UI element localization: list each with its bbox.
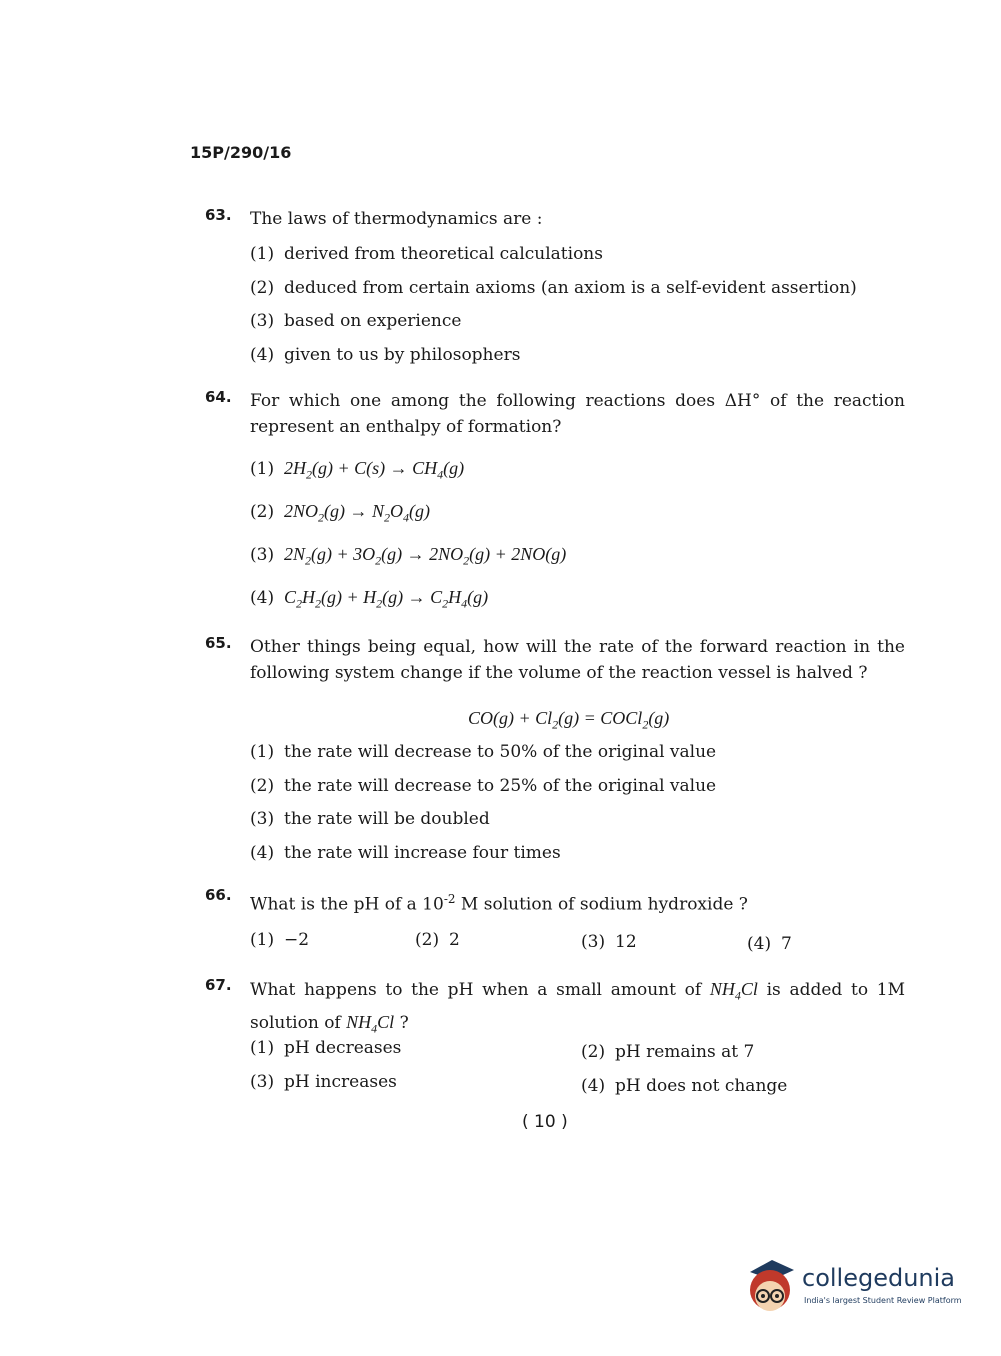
option: (2) pH remains at 7 [581, 1042, 755, 1062]
option: (4) the rate will increase four times [250, 843, 561, 863]
option: (1) $2H_2(g) + C(s) \to CH_4(g)$ [250, 458, 465, 482]
option: (3) $2N_2(g) + 3O_2(g) \to 2NO_2(g) + 2NO(g)$ [250, 544, 567, 568]
option: (1) pH decreases [250, 1038, 402, 1058]
brand-name: collegedunia [802, 1264, 956, 1292]
option: (4) given to us by philosophers [250, 345, 521, 365]
paper-code: 15P/290/16 [190, 143, 292, 162]
question-text: Other things being equal, how will the rate of the forward reaction in the following system change if the volume of the reaction vessel is halved ? [250, 637, 905, 683]
option: (1) the rate will decrease to 50% of the original value [250, 742, 717, 762]
mascot-icon [742, 1252, 800, 1322]
reaction-equation: $CO(g) + Cl_2(g)$ = COCl$_2$(g) [468, 708, 670, 732]
option: (2) the rate will decrease to 25% of the original value [250, 776, 717, 796]
question-text: The laws of thermodynamics are : [250, 209, 543, 229]
option: (2) $2NO_2(g) \to N_2O_4(g)$ [250, 501, 431, 525]
option: (2) deduced from certain axioms (an axiom is a self-evident assertion) [250, 278, 857, 298]
question-number: 65. [205, 634, 232, 652]
question-number: 63. [205, 206, 232, 224]
option: (3) pH increases [250, 1072, 397, 1092]
question-number: 66. [205, 886, 232, 904]
question-text: What happens to the pH when a small amount of $NH_4Cl$ is added to 1M solution of $NH_4Cl$ ? [250, 979, 905, 1036]
option: (3) the rate will be doubled [250, 809, 490, 829]
option: (4) pH does not change [581, 1076, 788, 1096]
option: (1) −2 [250, 930, 310, 950]
question-number: 67. [205, 976, 232, 994]
option: (4) 7 [747, 934, 792, 954]
option: (3) based on experience [250, 311, 462, 331]
option: (4) $C_2H_2(g) + H_2(g) \to C_2H_4(g)$ [250, 587, 489, 611]
question-text: What is the pH of a $10^{-2}$ M solution of sodium hydroxide ? [250, 892, 748, 915]
brand-logo [742, 1248, 972, 1328]
option: (3) 12 [581, 932, 637, 952]
page-number: ( 10 ) [522, 1112, 568, 1132]
question-number: 64. [205, 388, 232, 406]
question-text: For which one among the following reactions does ΔH° of the reaction represent an enthalpy of formation? [250, 391, 905, 437]
option: (2) 2 [415, 930, 460, 950]
option: (1) derived from theoretical calculations [250, 244, 603, 264]
brand-tagline: India's largest Student Review Platform [804, 1296, 962, 1305]
